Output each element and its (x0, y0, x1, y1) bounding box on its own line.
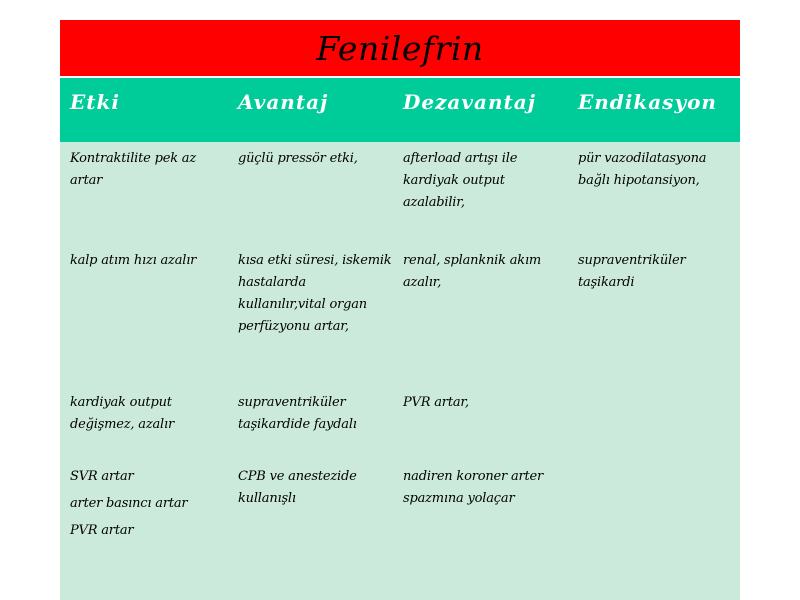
cell-endikasyon: pür vazodilatasyona bağlı hipotansiyon, (578, 151, 707, 188)
cell-dezavantaj: nadiren koroner arter spazmına yolaçar (403, 469, 544, 506)
cell-line: PVR artar (70, 523, 134, 538)
cell-avantaj: güçlü pressör etki, (238, 151, 358, 166)
slide (60, 20, 740, 600)
cell-line: arter basıncı artar (70, 496, 188, 511)
cell-dezavantaj: renal, splanknik akım azalır, (403, 253, 542, 290)
cell-avantaj: kısa etki süresi, iskemik hastalarda kullanılır,vital organ perfüzyonu artar, (238, 253, 392, 334)
title-bar (60, 20, 740, 76)
header-avantaj: Avantaj (238, 90, 329, 114)
header-etki: Etki (70, 90, 120, 114)
cell-etki: kardiyak output değişmez, azalır (70, 395, 174, 432)
cell-etki: Kontraktilite pek az artar (70, 151, 197, 188)
comparison-table (60, 78, 740, 600)
table-header-row (60, 78, 740, 142)
cell-line: SVR artar (70, 469, 134, 484)
cell-etki: kalp atım hızı azalır (70, 253, 197, 268)
slide-title: Fenilefrin (316, 28, 484, 68)
header-endikasyon: Endikasyon (578, 90, 717, 114)
cell-avantaj: CPB ve anestezide kullanışlı (238, 469, 357, 506)
cell-endikasyon: supraventriküler taşikardi (578, 253, 686, 290)
header-dezavantaj: Dezavantaj (403, 90, 536, 114)
cell-etki (70, 466, 225, 547)
cell-avantaj: supraventriküler taşikardide faydalı (238, 395, 357, 432)
cell-dezavantaj: afterload artışı ile kardiyak output azalabilir, (403, 151, 518, 210)
cell-dezavantaj: PVR artar, (403, 395, 469, 410)
